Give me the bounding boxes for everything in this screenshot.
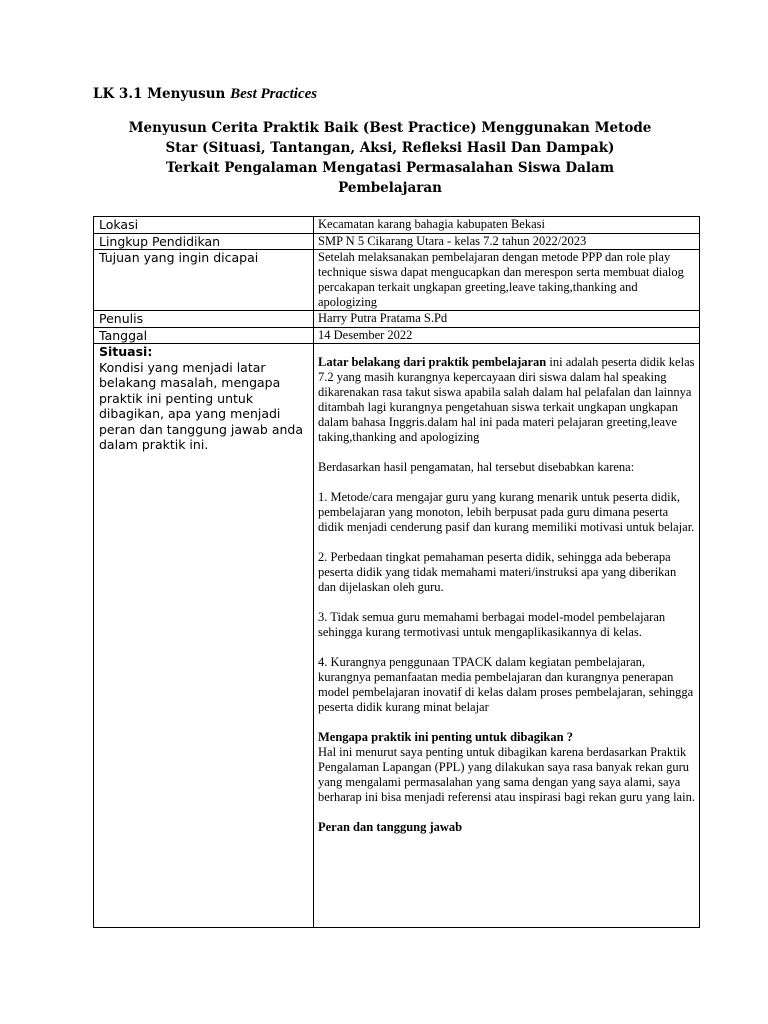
- table-row-tanggal: [94, 327, 700, 344]
- latar-belakang-heading: Latar belakang dari praktik pembelajaran: [318, 355, 547, 369]
- lokasi-value: Kecamatan karang bahagia kabupaten Bekasi: [314, 217, 700, 234]
- penulis-value: Harry Putra Pratama S.Pd: [314, 311, 700, 328]
- latar-belakang-text: ini adalah peserta didik kelas 7.2 yang masih kurangnya kepercayaan diri siswa dalam hal speaking dikarenakan rasa takut siswa apabila salah dalam hal pelafalan dan lainnya ditambah lagi kurangnya pengetahuan siswa terkait ungkapan ungkapan dalam bahasa Inggris.dalam hal ini pada materi pelajaran greeting,leave taking,thanking and apologizing: [318, 355, 695, 444]
- worksheet-title-prefix: LK 3.1 Menyusun: [93, 86, 231, 102]
- situasi-content: [314, 344, 700, 928]
- cause-point-1: 1. Metode/cara mengajar guru yang kurang menarik untuk peserta didik, pembelajaran yang monoton, lebih berpusat pada guru dimana peserta didik menjadi cenderung pasif dan kurang memiliki motivasi untuk belajar.: [318, 490, 695, 534]
- heading-line-1: Menyusun Cerita Praktik Baik (Best Practice) Menggunakan Metode: [128, 120, 652, 136]
- situasi-label: Situasi:: [99, 344, 153, 359]
- cause-point-2: 2. Perbedaan tingkat pemahaman peserta didik, sehingga ada beberapa peserta didik yang tidak memahami materi/instruksi apa yang diberikan dan dijelaskan oleh guru.: [318, 550, 677, 594]
- tanggal-value: 14 Desember 2022: [314, 327, 700, 344]
- berdasarkan-paragraph: Berdasarkan hasil pengamatan, hal tersebut disebabkan karena:: [318, 460, 635, 474]
- mengapa-paragraph: Hal ini menurut saya penting untuk dibagikan karena berdasarkan Praktik Pengalaman Lapangan (PPL) yang dilakukan saya rasa banyak rekan guru yang mengalami permasalahan yang sama dengan yang saya alami, saya berharap ini bisa menjadi referensi atau inspirasi bagi rekan guru yang lain.: [318, 745, 695, 804]
- cause-point-3: 3. Tidak semua guru memahami berbagai model-model pembelajaran sehingga kurang termotivasi untuk mengaplikasikannya di kelas.: [318, 610, 666, 639]
- table-row-lingkup: [94, 233, 700, 250]
- lingkup-value: SMP N 5 Cikarang Utara - kelas 7.2 tahun 2022/2023: [314, 233, 700, 250]
- latar-belakang-paragraph: [318, 355, 695, 445]
- peran-heading: Peran dan tanggung jawab: [318, 820, 463, 834]
- table-row-lokasi: [94, 217, 700, 234]
- lingkup-label: Lingkup Pendidikan: [94, 233, 314, 250]
- table-row-situasi: [94, 344, 700, 928]
- tanggal-label: Tanggal: [94, 327, 314, 344]
- worksheet-title-italic: Best Practices: [230, 86, 318, 102]
- table-row-tujuan: [94, 250, 700, 311]
- heading-line-4: Pembelajaran: [338, 180, 442, 196]
- mengapa-heading: Mengapa praktik ini penting untuk dibagikan ?: [318, 730, 573, 744]
- tujuan-value: Setelah melaksanakan pembelajaran dengan metode PPP dan role play technique siswa dapat mengucapkan dan merespon serta membuat dialog percakapan terkait ungkapan greeting,leave taking,thanking and apologizing: [314, 250, 700, 311]
- lokasi-label: Lokasi: [94, 217, 314, 234]
- table-row-penulis: [94, 311, 700, 328]
- heading-line-2: Star (Situasi, Tantangan, Aksi, Refleksi Hasil Dan Dampak): [165, 140, 615, 156]
- cause-point-4: 4. Kurangnya penggunaan TPACK dalam kegiatan pembelajaran, kurangnya pemanfaatan media pembelajaran dan kurangnya penerapan model pembelajaran inovatif di kelas dalam proses pembelajaran, sehingga peserta didik kurang minat belajar: [318, 655, 694, 714]
- heading-line-3: Terkait Pengalaman Mengatasi Permasalahan Siswa Dalam: [165, 160, 615, 176]
- situasi-description: Kondisi yang menjadi latar belakang masalah, mengapa praktik ini penting untuk dibagikan, apa yang menjadi peran dan tanggung jawab anda dalam praktik ini.: [99, 359, 304, 452]
- worksheet-title: [93, 86, 317, 103]
- tujuan-label: Tujuan yang ingin dicapai: [94, 250, 314, 311]
- best-practice-table: [93, 216, 700, 928]
- penulis-label: Penulis: [94, 311, 314, 328]
- document-heading: [80, 118, 700, 198]
- situasi-label-cell: [94, 344, 314, 928]
